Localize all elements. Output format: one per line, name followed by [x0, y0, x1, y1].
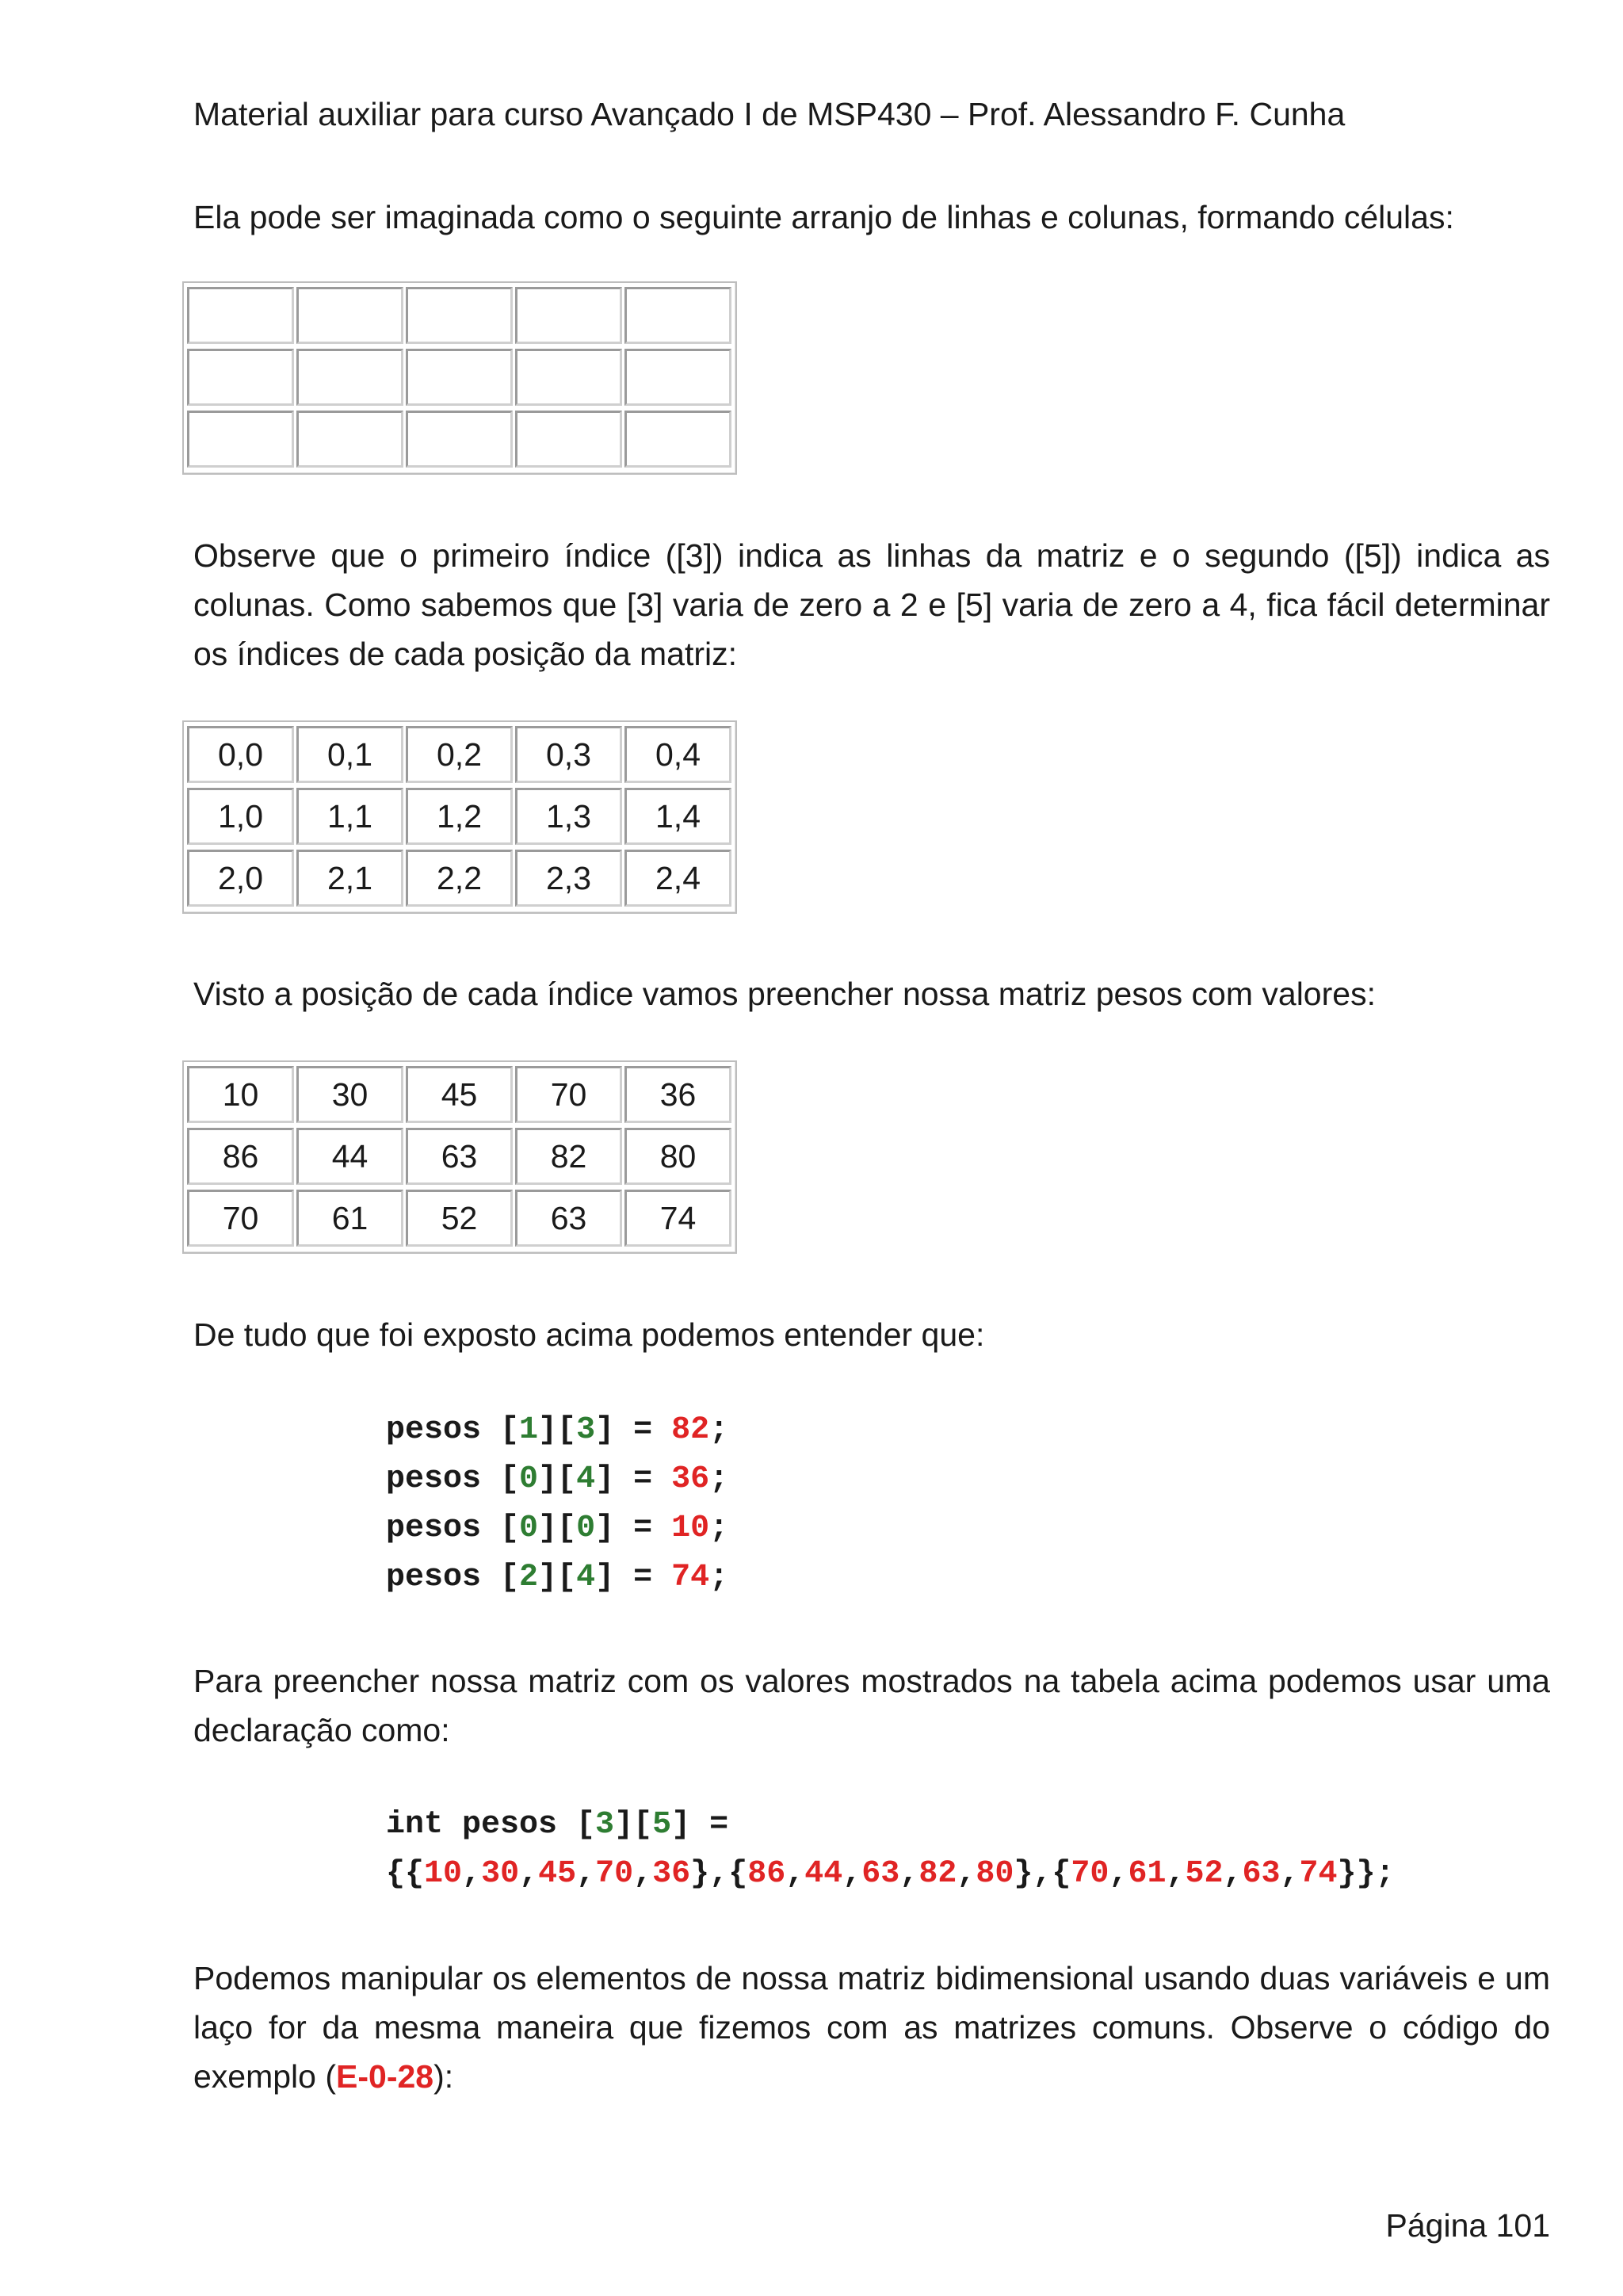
table-cell: 1,0	[187, 788, 294, 845]
code-value: 36	[652, 1856, 691, 1892]
table-cell	[515, 349, 622, 406]
code-text: pesos [	[386, 1461, 520, 1497]
table-cell: 36	[624, 1066, 731, 1123]
code-text: pesos [	[386, 1560, 520, 1595]
paragraph-conclusion: De tudo que foi exposto acima podemos entender que:	[193, 1316, 985, 1353]
table-cell: 45	[406, 1066, 513, 1123]
code-text: ;	[709, 1461, 729, 1497]
code-declaration	[386, 1801, 1395, 1899]
code-text: ][	[538, 1461, 577, 1497]
code-text: {	[386, 1856, 406, 1892]
code-value: 10	[671, 1511, 710, 1546]
indices-table	[182, 720, 737, 914]
table-cell: 10	[187, 1066, 294, 1123]
code-line	[386, 1455, 728, 1504]
table-cell	[406, 287, 513, 344]
paragraph-fill: Visto a posição de cada índice vamos preencher nossa matriz pesos com valores:	[193, 976, 1376, 1012]
table-cell	[296, 349, 403, 406]
code-value: 30	[481, 1856, 520, 1892]
table-cell: 1,4	[624, 788, 731, 845]
paragraph-intro: Ela pode ser imaginada como o seguinte arranjo de linhas e colunas, formando células:	[193, 199, 1454, 235]
table-cell	[515, 411, 622, 468]
code-text: ][	[538, 1412, 577, 1448]
table-cell	[296, 411, 403, 468]
table-cell	[187, 411, 294, 468]
table-cell	[187, 349, 294, 406]
code-text: ,	[785, 1856, 805, 1892]
values-table	[182, 1060, 737, 1254]
table-cell	[515, 287, 622, 344]
page-number: Página 101	[1385, 2207, 1550, 2244]
code-text: pesos [	[386, 1511, 520, 1546]
table-cell: 1,3	[515, 788, 622, 845]
table-cell: 86	[187, 1128, 294, 1185]
code-text: ,	[957, 1856, 976, 1892]
code-text: int pesos [	[386, 1807, 596, 1843]
code-text: ,	[519, 1856, 539, 1892]
code-text: ] =	[595, 1511, 672, 1546]
code-value: 52	[1185, 1856, 1224, 1892]
table-cell: 80	[624, 1128, 731, 1185]
table-cell: 61	[296, 1190, 403, 1247]
code-text: }	[1337, 1856, 1357, 1892]
code-text: ,	[1109, 1856, 1128, 1892]
code-text: ][	[538, 1511, 577, 1546]
table-cell	[624, 411, 731, 468]
code-value: 10	[424, 1856, 463, 1892]
code-value: 74	[1299, 1856, 1338, 1892]
table-cell: 0,0	[187, 726, 294, 783]
code-value: 82	[671, 1412, 710, 1448]
code-text: ,	[633, 1856, 653, 1892]
code-value: 82	[918, 1856, 957, 1892]
code-line	[386, 1553, 728, 1603]
code-value: 63	[1242, 1856, 1281, 1892]
paragraph-declaration: Para preencher nossa matriz com os valores mostrados na tabela acima podemos usar uma declaração como:	[193, 1663, 1550, 1748]
code-text: ] =	[671, 1807, 729, 1843]
paragraph-loop-end: ):	[433, 2058, 454, 2095]
table-cell	[187, 287, 294, 344]
code-index: 0	[519, 1461, 539, 1497]
table-cell	[296, 287, 403, 344]
page-header: Material auxiliar para curso Avançado I de MSP430 – Prof. Alessandro F. Cunha	[193, 96, 1346, 132]
code-text: ] =	[595, 1461, 672, 1497]
code-text: {	[728, 1856, 748, 1892]
table-cell: 2,0	[187, 850, 294, 907]
paragraph-indices: Observe que o primeiro índice ([3]) indica as linhas da matriz e o segundo ([5]) indica as colunas. Como sabemos que [3] varia de zero a 2 e [5] varia de zero a 4, fica fácil determinar os índices de cada posição da matriz:	[193, 537, 1550, 672]
example-reference: E-0-28	[336, 2058, 434, 2095]
table-cell: 82	[515, 1128, 622, 1185]
table-cell	[406, 411, 513, 468]
table-cell: 0,1	[296, 726, 403, 783]
table-cell: 70	[515, 1066, 622, 1123]
code-text: ] =	[595, 1560, 672, 1595]
code-index: 5	[652, 1807, 672, 1843]
code-text: ,	[1033, 1856, 1052, 1892]
table-cell: 0,2	[406, 726, 513, 783]
code-line	[386, 1406, 728, 1455]
code-line	[386, 1850, 1395, 1899]
code-index: 0	[519, 1511, 539, 1546]
code-text: ,	[1223, 1856, 1243, 1892]
table-cell: 63	[515, 1190, 622, 1247]
table-cell: 2,2	[406, 850, 513, 907]
code-value: 44	[804, 1856, 843, 1892]
table-cell: 0,4	[624, 726, 731, 783]
table-cell: 74	[624, 1190, 731, 1247]
code-value: 63	[861, 1856, 900, 1892]
paragraph-loop-text: Podemos manipular os elementos de nossa matriz bidimensional usando duas variáveis e um laço for da mesma maneira que fizemos com as matrizes comuns. Observe o código do exemplo (	[193, 1960, 1550, 2095]
code-text: ;	[709, 1511, 729, 1546]
table-cell: 2,1	[296, 850, 403, 907]
code-value: 61	[1128, 1856, 1167, 1892]
code-value: 45	[538, 1856, 577, 1892]
table-cell: 2,4	[624, 850, 731, 907]
empty-matrix-grid	[182, 281, 737, 475]
paragraph-loop	[193, 1954, 1550, 2101]
table-cell: 44	[296, 1128, 403, 1185]
code-text: ;	[709, 1412, 729, 1448]
code-text: };	[1356, 1856, 1395, 1892]
code-text: }	[1014, 1856, 1033, 1892]
code-text: ;	[709, 1560, 729, 1595]
code-text: ,	[709, 1856, 729, 1892]
table-cell: 63	[406, 1128, 513, 1185]
code-text: ,	[576, 1856, 596, 1892]
code-text: ,	[899, 1856, 919, 1892]
code-index: 4	[576, 1461, 596, 1497]
code-text: pesos [	[386, 1412, 520, 1448]
table-cell: 2,3	[515, 850, 622, 907]
code-text: ,	[1166, 1856, 1186, 1892]
code-value: 70	[1071, 1856, 1109, 1892]
table-cell: 0,3	[515, 726, 622, 783]
code-value: 70	[595, 1856, 634, 1892]
code-index: 0	[576, 1511, 596, 1546]
table-cell: 1,1	[296, 788, 403, 845]
code-value: 74	[671, 1560, 710, 1595]
code-value: 80	[976, 1856, 1014, 1892]
code-text: {	[405, 1856, 425, 1892]
code-text: ] =	[595, 1412, 672, 1448]
table-cell	[406, 349, 513, 406]
code-text: ,	[842, 1856, 862, 1892]
code-text: ,	[1280, 1856, 1300, 1892]
table-cell	[624, 287, 731, 344]
code-line	[386, 1801, 1395, 1850]
table-cell	[624, 349, 731, 406]
code-text: ][	[614, 1807, 653, 1843]
table-cell: 52	[406, 1190, 513, 1247]
table-cell: 1,2	[406, 788, 513, 845]
table-cell: 30	[296, 1066, 403, 1123]
code-index: 1	[519, 1412, 539, 1448]
code-index: 3	[576, 1412, 596, 1448]
code-line	[386, 1504, 728, 1553]
code-index: 2	[519, 1560, 539, 1595]
code-text: ][	[538, 1560, 577, 1595]
code-index: 4	[576, 1560, 596, 1595]
table-cell: 70	[187, 1190, 294, 1247]
code-assignments	[386, 1406, 728, 1603]
code-text: }	[690, 1856, 710, 1892]
code-index: 3	[595, 1807, 615, 1843]
code-text: ,	[462, 1856, 482, 1892]
code-value: 86	[747, 1856, 786, 1892]
code-text: {	[1052, 1856, 1071, 1892]
code-value: 36	[671, 1461, 710, 1497]
